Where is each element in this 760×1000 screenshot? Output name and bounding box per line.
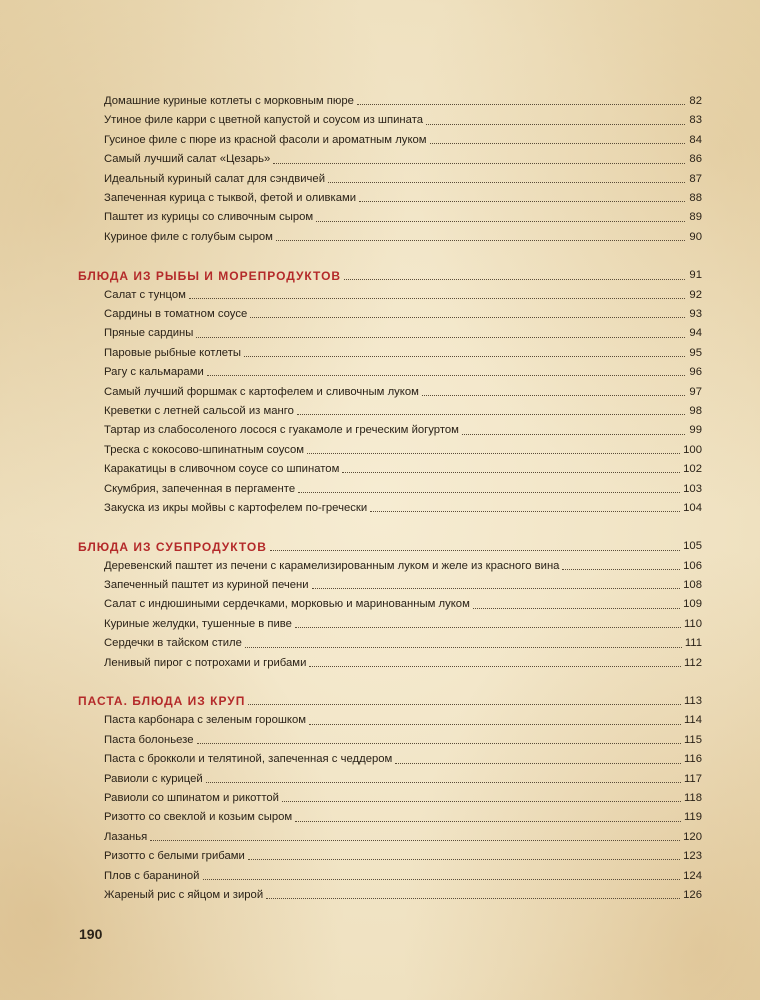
toc-entry xyxy=(104,107,702,126)
dot-leader xyxy=(357,104,685,105)
entry-page-number: 111 xyxy=(684,637,702,650)
toc-entry xyxy=(104,204,702,223)
dot-leader xyxy=(244,356,685,357)
entry-title: Лазанья xyxy=(104,830,148,843)
section-title: БЛЮДА ИЗ СУБПРОДУКТОВ xyxy=(78,539,267,554)
dot-leader xyxy=(422,395,685,396)
entry-title: Жареный рис с яйцом и зирой xyxy=(104,888,264,901)
entry-page-number: 123 xyxy=(683,850,702,863)
entry-title: Каракатицы в сливочном соусе со шпинатом xyxy=(104,463,340,476)
toc-entry xyxy=(104,843,702,862)
entry-title: Сардины в томатном соусе xyxy=(104,308,248,320)
section-title: БЛЮДА ИЗ РЫБЫ И МОРЕПРОДУКТОВ xyxy=(78,268,342,283)
toc-entry xyxy=(104,359,702,378)
entry-page-number: 100 xyxy=(683,443,702,456)
section-page-number: 91 xyxy=(689,269,702,282)
entry-title: Закуска из икры мойвы с картофелем по-гречески xyxy=(104,501,368,514)
dot-leader xyxy=(307,453,680,454)
dot-leader xyxy=(309,724,681,725)
entry-title: Ризотто с белыми грибами xyxy=(104,850,245,863)
entry-page-number: 86 xyxy=(689,153,702,166)
toc-entry xyxy=(104,630,702,649)
entry-page-number: 120 xyxy=(683,830,702,843)
toc-entry xyxy=(104,785,702,804)
toc-entry xyxy=(104,417,702,436)
entry-page-number: 102 xyxy=(683,463,702,476)
entry-page-number: 114 xyxy=(683,714,702,727)
entry-title: Паста болоньезе xyxy=(104,733,194,746)
toc-entry xyxy=(104,340,702,359)
dot-leader xyxy=(298,492,680,493)
toc-entry xyxy=(104,572,702,591)
entry-page-number: 124 xyxy=(683,869,702,882)
dot-leader xyxy=(207,375,685,376)
dot-leader xyxy=(150,840,680,841)
entry-title: Куриное филе с голубым сыром xyxy=(104,230,273,243)
entry-title: Равиоли с курицей xyxy=(104,772,203,785)
toc-entry xyxy=(104,746,702,765)
dot-leader xyxy=(562,569,680,570)
dot-leader xyxy=(395,763,681,764)
entry-page-number: 112 xyxy=(683,656,702,669)
dot-leader xyxy=(248,859,680,860)
entry-page-number: 115 xyxy=(683,733,702,746)
entry-page-number: 94 xyxy=(689,327,702,340)
entry-page-number: 110 xyxy=(683,617,702,630)
toc-entry xyxy=(104,495,702,514)
toc-entry xyxy=(104,475,702,494)
dot-leader xyxy=(245,647,682,648)
toc-entry xyxy=(104,553,702,572)
toc-entry xyxy=(104,804,702,823)
entry-page-number: 106 xyxy=(683,559,702,572)
section-page-number: 113 xyxy=(683,695,702,708)
toc-entry xyxy=(104,127,702,146)
toc-entry xyxy=(104,766,702,785)
dot-leader xyxy=(309,666,681,667)
entry-page-number: 109 xyxy=(683,598,702,611)
section-heading xyxy=(78,262,702,281)
entry-title: Креветки с летней сальсой из манго xyxy=(104,404,294,417)
section-title: ПАСТА. БЛЮДА ИЗ КРУП xyxy=(78,694,246,709)
dot-leader xyxy=(295,627,681,628)
page-number: 190 xyxy=(79,926,103,942)
entry-page-number: 126 xyxy=(683,888,702,901)
dot-leader xyxy=(196,337,685,338)
section-heading xyxy=(78,533,702,552)
dot-leader xyxy=(359,201,685,202)
toc-entry xyxy=(104,224,702,243)
toc-entry xyxy=(104,707,702,726)
entry-page-number: 119 xyxy=(683,811,702,824)
section-gap xyxy=(104,669,702,688)
toc-entry xyxy=(104,166,702,185)
entry-page-number: 87 xyxy=(689,172,702,185)
toc-entry xyxy=(104,398,702,417)
toc-entry xyxy=(104,301,702,320)
entry-title: Рагу с кальмарами xyxy=(104,366,204,379)
entry-title: Ленивый пирог с потрохами и грибами xyxy=(104,656,307,669)
entry-title: Деревенский паштет из печени с карамелизированным луком и желе из красного вина xyxy=(104,559,560,572)
dot-leader xyxy=(473,608,680,609)
dot-leader xyxy=(203,879,681,880)
toc-entry xyxy=(104,882,702,901)
dot-leader xyxy=(462,434,685,435)
dot-leader xyxy=(328,182,685,183)
entry-page-number: 90 xyxy=(689,230,702,243)
toc-entry xyxy=(104,650,702,669)
dot-leader xyxy=(266,898,680,899)
dot-leader xyxy=(312,588,681,589)
section-gap xyxy=(104,514,702,533)
entry-title: Запеченный паштет из куриной печени xyxy=(104,579,309,592)
entry-page-number: 104 xyxy=(683,501,702,514)
entry-page-number: 89 xyxy=(689,211,702,224)
entry-title: Утиное филе карри с цветной капустой и соусом из шпината xyxy=(104,114,424,127)
entry-page-number: 95 xyxy=(689,346,702,359)
dot-leader xyxy=(297,414,685,415)
entry-title: Паровые рыбные котлеты xyxy=(104,346,241,359)
entry-title: Треска с кокосово-шпинатным соусом xyxy=(104,443,305,456)
entry-page-number: 108 xyxy=(683,579,702,592)
entry-title: Гусиное филе с пюре из красной фасоли и ароматным луком xyxy=(104,133,427,146)
entry-title: Куриные желудки, тушенные в пиве xyxy=(104,617,292,630)
entry-page-number: 82 xyxy=(689,95,702,108)
entry-page-number: 117 xyxy=(683,772,702,785)
toc-entry xyxy=(104,282,702,301)
entry-page-number: 103 xyxy=(683,482,702,495)
toc-entry xyxy=(104,185,702,204)
section-page-number: 105 xyxy=(683,540,702,553)
dot-leader xyxy=(295,821,681,822)
entry-page-number: 118 xyxy=(683,791,702,804)
dot-leader xyxy=(370,511,680,512)
entry-title: Скумбрия, запеченная в пергаменте xyxy=(104,482,296,495)
dot-leader xyxy=(250,317,685,318)
dot-leader xyxy=(206,782,681,783)
entry-title: Домашние куриные котлеты с морковным пюре xyxy=(104,95,354,108)
toc-entry xyxy=(104,611,702,630)
entry-page-number: 92 xyxy=(689,288,702,301)
entry-page-number: 99 xyxy=(689,424,702,437)
entry-title: Салат с тунцом xyxy=(104,288,186,301)
dot-leader xyxy=(342,472,680,473)
toc-entry xyxy=(104,88,702,107)
dot-leader xyxy=(282,801,681,802)
toc-entry xyxy=(104,824,702,843)
entry-page-number: 88 xyxy=(689,192,702,205)
toc-entry xyxy=(104,437,702,456)
toc-entry xyxy=(104,320,702,339)
dot-leader xyxy=(197,743,681,744)
entry-page-number: 93 xyxy=(689,308,702,320)
entry-title: Идеальный куриный салат для сэндвичей xyxy=(104,172,326,185)
toc-entry xyxy=(104,727,702,746)
toc-entry xyxy=(104,378,702,397)
entry-title: Самый лучший салат «Цезарь» xyxy=(104,153,271,166)
dot-leader xyxy=(248,704,681,705)
toc-entry xyxy=(104,591,702,610)
table-of-contents xyxy=(78,88,702,901)
dot-leader xyxy=(276,240,685,241)
entry-page-number: 84 xyxy=(689,133,702,146)
entry-title: Сердечки в тайском стиле xyxy=(104,637,242,650)
entry-title: Тартар из слабосоленого лосося с гуакамоле и греческим йогуртом xyxy=(104,424,459,437)
entry-title: Равиоли со шпинатом и рикоттой xyxy=(104,791,279,804)
dot-leader xyxy=(273,163,685,164)
entry-title: Запеченная курица с тыквой, фетой и оливками xyxy=(104,192,357,205)
entry-title: Салат с индюшиными сердечками, морковью и маринованным луком xyxy=(104,598,470,611)
dot-leader xyxy=(316,221,685,222)
entry-title: Плов с бараниной xyxy=(104,869,200,882)
entry-title: Паста с брокколи и телятиной, запеченная с чеддером xyxy=(104,753,393,766)
dot-leader xyxy=(426,124,685,125)
entry-title: Ризотто со свеклой и козьим сыром xyxy=(104,811,293,824)
entry-page-number: 98 xyxy=(689,404,702,417)
entry-page-number: 97 xyxy=(689,385,702,398)
toc-entry xyxy=(104,146,702,165)
entry-title: Самый лучший форшмак с картофелем и сливочным луком xyxy=(104,385,419,398)
entry-title: Пряные сардины xyxy=(104,327,194,340)
section-heading xyxy=(78,688,702,707)
entry-title: Паста карбонара с зеленым горошком xyxy=(104,714,307,727)
entry-page-number: 83 xyxy=(689,114,702,127)
dot-leader xyxy=(344,279,685,280)
toc-entry xyxy=(104,862,702,881)
toc-entry xyxy=(104,456,702,475)
entry-page-number: 96 xyxy=(689,366,702,379)
entry-title: Паштет из курицы со сливочным сыром xyxy=(104,211,314,224)
dot-leader xyxy=(430,143,685,144)
dot-leader xyxy=(270,550,680,551)
section-gap xyxy=(104,243,702,262)
dot-leader xyxy=(189,298,685,299)
entry-page-number: 116 xyxy=(683,753,702,766)
